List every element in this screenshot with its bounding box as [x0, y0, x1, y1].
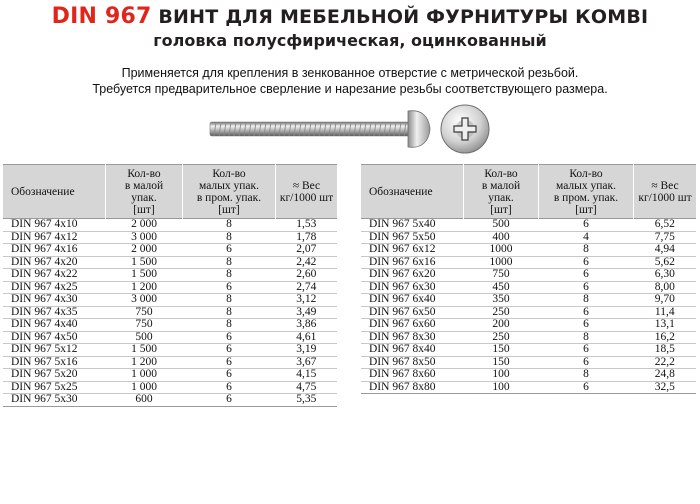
cell-qty-small: 1000 — [464, 256, 539, 269]
cell-qty-small: 250 — [464, 306, 539, 319]
cell-qty-small: 1 500 — [106, 344, 183, 357]
cell-weight: 1,53 — [276, 219, 338, 232]
table-row — [3, 231, 337, 244]
table-row — [361, 219, 696, 232]
cell-weight: 6,30 — [634, 269, 697, 282]
cell-weight: 3,12 — [276, 294, 338, 307]
col-designation: Обозначение — [3, 165, 106, 219]
table-row — [3, 281, 337, 294]
cell-qty-small-in-big: 6 — [183, 356, 276, 369]
cell-weight: 3,19 — [276, 344, 338, 357]
cell-qty-small: 200 — [464, 319, 539, 332]
cell-qty-small: 2 000 — [106, 244, 183, 257]
cell-qty-small: 100 — [464, 381, 539, 394]
cell-qty-small-in-big: 6 — [183, 244, 276, 257]
cell-qty-small-in-big: 6 — [539, 381, 634, 394]
cell-designation: DIN 967 6x50 — [361, 306, 464, 319]
cell-designation: DIN 967 6x40 — [361, 294, 464, 307]
cell-qty-small: 500 — [464, 219, 539, 232]
cell-qty-small: 400 — [464, 231, 539, 244]
col-qty-small-in-big: Кол-во малых упак. в пром. упак. [шт] — [539, 165, 634, 219]
cell-qty-small-in-big: 8 — [539, 369, 634, 382]
cell-qty-small: 450 — [464, 281, 539, 294]
cell-weight: 13,1 — [634, 319, 697, 332]
table-row — [3, 244, 337, 257]
cell-weight: 6,52 — [634, 219, 697, 232]
cell-weight: 5,35 — [276, 394, 338, 407]
table-row — [361, 231, 696, 244]
cell-weight: 4,61 — [276, 331, 338, 344]
cell-qty-small: 2 000 — [106, 219, 183, 232]
cell-qty-small-in-big: 8 — [183, 319, 276, 332]
cell-qty-small: 750 — [106, 319, 183, 332]
cell-qty-small: 3 000 — [106, 294, 183, 307]
description-line-1: Применяется для крепления в зенкованное отверстие с метрической резьбой. — [121, 66, 579, 80]
cell-weight: 2,07 — [276, 244, 338, 257]
cell-designation: DIN 967 5x16 — [3, 356, 106, 369]
cell-weight: 8,00 — [634, 281, 697, 294]
cell-qty-small-in-big: 6 — [539, 306, 634, 319]
screw-image — [208, 103, 498, 161]
table-row — [3, 331, 337, 344]
cell-qty-small: 1 000 — [106, 381, 183, 394]
cell-qty-small-in-big: 8 — [183, 231, 276, 244]
cell-qty-small: 750 — [464, 269, 539, 282]
table-row — [3, 319, 337, 332]
table-row — [3, 356, 337, 369]
table-header-row — [3, 165, 337, 219]
table-row — [361, 244, 696, 257]
table-row — [361, 269, 696, 282]
cell-designation: DIN 967 6x20 — [361, 269, 464, 282]
table-row — [361, 319, 696, 332]
cell-qty-small-in-big: 6 — [183, 331, 276, 344]
col-weight: ≈ Вес кг/1000 шт — [276, 165, 338, 219]
cell-designation: DIN 967 4x10 — [3, 219, 106, 232]
cell-designation: DIN 967 4x16 — [3, 244, 106, 257]
table-row — [361, 369, 696, 382]
product-title: ВИНТ ДЛЯ МЕБЕЛЬНОЙ ФУРНИТУРЫ КОМВІ — [151, 6, 649, 28]
table-row — [3, 256, 337, 269]
cell-weight: 11,4 — [634, 306, 697, 319]
cell-qty-small-in-big: 8 — [539, 294, 634, 307]
cell-weight: 9,70 — [634, 294, 697, 307]
cell-qty-small: 1 500 — [106, 269, 183, 282]
table-row — [3, 381, 337, 394]
cell-qty-small-in-big: 8 — [183, 219, 276, 232]
cell-designation: DIN 967 4x40 — [3, 319, 106, 332]
table-row — [3, 344, 337, 357]
cell-designation: DIN 967 8x50 — [361, 356, 464, 369]
cell-qty-small-in-big: 6 — [183, 281, 276, 294]
cell-qty-small-in-big: 8 — [183, 306, 276, 319]
table-header-row — [361, 165, 696, 219]
cell-qty-small-in-big: 4 — [539, 231, 634, 244]
cell-designation: DIN 967 4x50 — [3, 331, 106, 344]
cell-designation: DIN 967 4x20 — [3, 256, 106, 269]
cell-weight: 24,8 — [634, 369, 697, 382]
cell-qty-small: 100 — [464, 369, 539, 382]
cell-qty-small-in-big: 6 — [539, 281, 634, 294]
cell-qty-small-in-big: 6 — [539, 269, 634, 282]
cell-qty-small: 1 200 — [106, 281, 183, 294]
cell-weight: 2,42 — [276, 256, 338, 269]
cell-weight: 2,74 — [276, 281, 338, 294]
cell-weight: 3,49 — [276, 306, 338, 319]
cell-qty-small: 500 — [106, 331, 183, 344]
cell-designation: DIN 967 4x12 — [3, 231, 106, 244]
cell-qty-small-in-big: 6 — [183, 369, 276, 382]
cell-qty-small: 150 — [464, 344, 539, 357]
table-row — [361, 256, 696, 269]
cell-qty-small-in-big: 6 — [183, 381, 276, 394]
cell-designation: DIN 967 4x35 — [3, 306, 106, 319]
cell-weight: 2,60 — [276, 269, 338, 282]
table-row — [361, 381, 696, 394]
cell-qty-small: 350 — [464, 294, 539, 307]
cell-weight: 16,2 — [634, 331, 697, 344]
page-title — [0, 4, 700, 29]
cell-qty-small-in-big: 6 — [539, 256, 634, 269]
cell-qty-small-in-big: 8 — [539, 331, 634, 344]
cell-qty-small: 1 200 — [106, 356, 183, 369]
cell-qty-small-in-big: 6 — [183, 394, 276, 407]
table-row — [3, 269, 337, 282]
cell-qty-small-in-big: 6 — [539, 344, 634, 357]
cell-weight: 3,67 — [276, 356, 338, 369]
col-weight: ≈ Вес кг/1000 шт — [634, 165, 697, 219]
cell-weight: 7,75 — [634, 231, 697, 244]
cell-qty-small: 750 — [106, 306, 183, 319]
table-row — [361, 294, 696, 307]
col-qty-small: Кол-во в малой упак. [шт] — [464, 165, 539, 219]
cell-qty-small: 600 — [106, 394, 183, 407]
table-row — [3, 394, 337, 407]
table-row — [361, 281, 696, 294]
cell-qty-small-in-big: 6 — [183, 344, 276, 357]
cell-weight: 22,2 — [634, 356, 697, 369]
cell-weight: 4,94 — [634, 244, 697, 257]
cell-qty-small: 1 000 — [106, 369, 183, 382]
cell-designation: DIN 967 5x25 — [3, 381, 106, 394]
table-row — [361, 344, 696, 357]
cell-qty-small-in-big: 8 — [183, 256, 276, 269]
cell-designation: DIN 967 5x12 — [3, 344, 106, 357]
cell-weight: 32,5 — [634, 381, 697, 394]
cell-designation: DIN 967 8x60 — [361, 369, 464, 382]
cell-designation: DIN 967 4x25 — [3, 281, 106, 294]
col-qty-small: Кол-во в малой упак. [шт] — [106, 165, 183, 219]
table-row — [3, 294, 337, 307]
product-subtitle: головка полусфирическая, оцинкованный — [153, 31, 547, 50]
cell-qty-small: 3 000 — [106, 231, 183, 244]
cell-qty-small: 150 — [464, 356, 539, 369]
table-row — [3, 219, 337, 232]
cell-qty-small-in-big: 6 — [539, 219, 634, 232]
cell-designation: DIN 967 6x60 — [361, 319, 464, 332]
table-row — [361, 331, 696, 344]
cell-qty-small-in-big: 8 — [183, 269, 276, 282]
cell-qty-small-in-big: 6 — [539, 356, 634, 369]
cell-qty-small: 1000 — [464, 244, 539, 257]
cell-weight: 4,75 — [276, 381, 338, 394]
cell-designation: DIN 967 8x40 — [361, 344, 464, 357]
cell-qty-small-in-big: 8 — [183, 294, 276, 307]
table-row — [361, 356, 696, 369]
cell-designation: DIN 967 8x30 — [361, 331, 464, 344]
cell-weight: 5,62 — [634, 256, 697, 269]
spec-table-left — [3, 164, 337, 407]
cell-weight: 3,86 — [276, 319, 338, 332]
cell-qty-small-in-big: 6 — [539, 319, 634, 332]
cell-designation: DIN 967 5x40 — [361, 219, 464, 232]
cell-designation: DIN 967 8x80 — [361, 381, 464, 394]
cell-weight: 18,5 — [634, 344, 697, 357]
cell-weight: 1,78 — [276, 231, 338, 244]
cell-designation: DIN 967 5x50 — [361, 231, 464, 244]
description-line-2: Требуется предварительное сверление и нарезание резьбы соответствующего размера. — [92, 82, 608, 96]
cell-designation: DIN 967 6x16 — [361, 256, 464, 269]
table-row — [361, 306, 696, 319]
standard-code: DIN 967 — [51, 4, 152, 29]
cell-weight: 4,15 — [276, 369, 338, 382]
col-qty-small-in-big: Кол-во малых упак. в пром. упак. [шт] — [183, 165, 276, 219]
cell-designation: DIN 967 5x20 — [3, 369, 106, 382]
cell-qty-small-in-big: 8 — [539, 244, 634, 257]
spec-table-right — [361, 164, 696, 394]
cell-qty-small: 1 500 — [106, 256, 183, 269]
cell-designation: DIN 967 4x22 — [3, 269, 106, 282]
cell-designation: DIN 967 5x30 — [3, 394, 106, 407]
cell-designation: DIN 967 6x12 — [361, 244, 464, 257]
cell-designation: DIN 967 4x30 — [3, 294, 106, 307]
table-row — [3, 306, 337, 319]
cell-designation: DIN 967 6x30 — [361, 281, 464, 294]
col-designation: Обозначение — [361, 165, 464, 219]
table-row — [3, 369, 337, 382]
cell-qty-small: 250 — [464, 331, 539, 344]
